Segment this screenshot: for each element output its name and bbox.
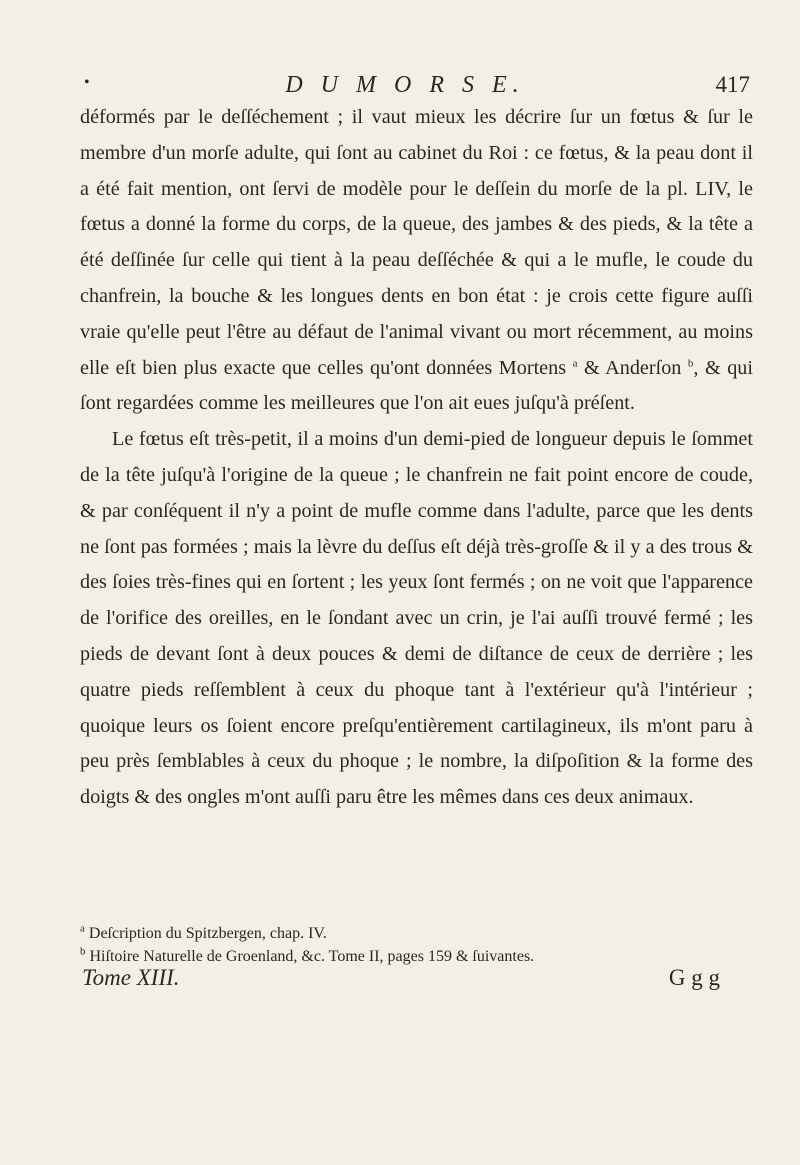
header-ornament: • [84, 74, 90, 91]
gathering-signature: G g g [668, 965, 720, 990]
volume-label: Tome XIII. [82, 965, 180, 990]
page-number: 417 [715, 72, 750, 97]
paragraph-1-mid: & Anderſon [577, 356, 688, 379]
running-title: D U M O R S E. [285, 72, 525, 98]
footnote-mark: a [80, 922, 85, 935]
paragraph-1 [80, 100, 753, 422]
paragraph-1-text: déformés par le deſſéchement ; il vaut mieux les décrire ſur un fœtus & ſur le membre d'un morſe adulte, qui ſont au cabinet du Roi : ce fœtus, & la peau dont il a été fait mention, ont ſervi de modèle pour le deſſein du morſe de la pl. LIV, le fœtus a donné la forme du corps, de la queue, des jambes & des pieds, & la tête a été deſſinée ſur celle qui tient à la peau deſſéchée & qui a le mufle, le coude du chanfrein, la bouche & les longues dents en bon état : je crois cette figure auſſi vraie qu'elle peut l'être au défaut de l'animal vivant ou mort récemment, au moins elle eſt bien plus exacte que celles qu'ont données Mortens [80, 106, 753, 379]
footnote-ref-a: a [572, 356, 578, 369]
footnote-mark: b [80, 945, 86, 958]
paragraph-1-tail: , & qui ſont regardées comme les meilleures que l'on ait eues juſqu'à préſent. [80, 356, 754, 415]
footnote-ref-b: b [687, 356, 694, 369]
signature-line [82, 965, 752, 997]
paragraph-2: Le fœtus eſt très-petit, il a moins d'un demi-pied de longueur depuis le ſommet de la tête juſqu'à l'origine de la queue ; le chanfrein ne fait point encore de coude, & par conſéquent il n'y a point de mufle comme dans l'adulte, parce que les dents ne ſont pas formées ; mais la lèvre du deſſus eſt déjà très-groſſe & il y a des trous & des ſoies très-fines qui en ſortent ; les yeux ſont fermés ; on ne voit que l'apparence de l'orifice des oreilles, en le ſondant avec un crin, je l'ai auſſi trouvé fermé ; les pieds de devant ſont à deux pouces & demi de diſtance de ceux de derrière ; les quatre pieds reſſemblent à ceux du phoque tant à l'extérieur qu'à l'intérieur ; quoique leurs os ſoient encore preſqu'entièrement cartilagineux, ils m'ont paru à peu près ſemblables à ceux du phoque ; le nombre, la diſpoſition & la forme des doigts & des ongles m'ont auſſi paru être les mêmes dans ces deux animaux. [80, 428, 753, 809]
footnote-a [80, 922, 753, 945]
footnote-text: Deſcription du Spitzbergen, chap. IV. [88, 925, 327, 942]
footnote-text: Hiſtoire Naturelle de Groenland, &c. Tome II, pages 159 & ſuivantes. [89, 948, 535, 965]
footnotes [80, 922, 753, 968]
main-text [80, 100, 753, 816]
